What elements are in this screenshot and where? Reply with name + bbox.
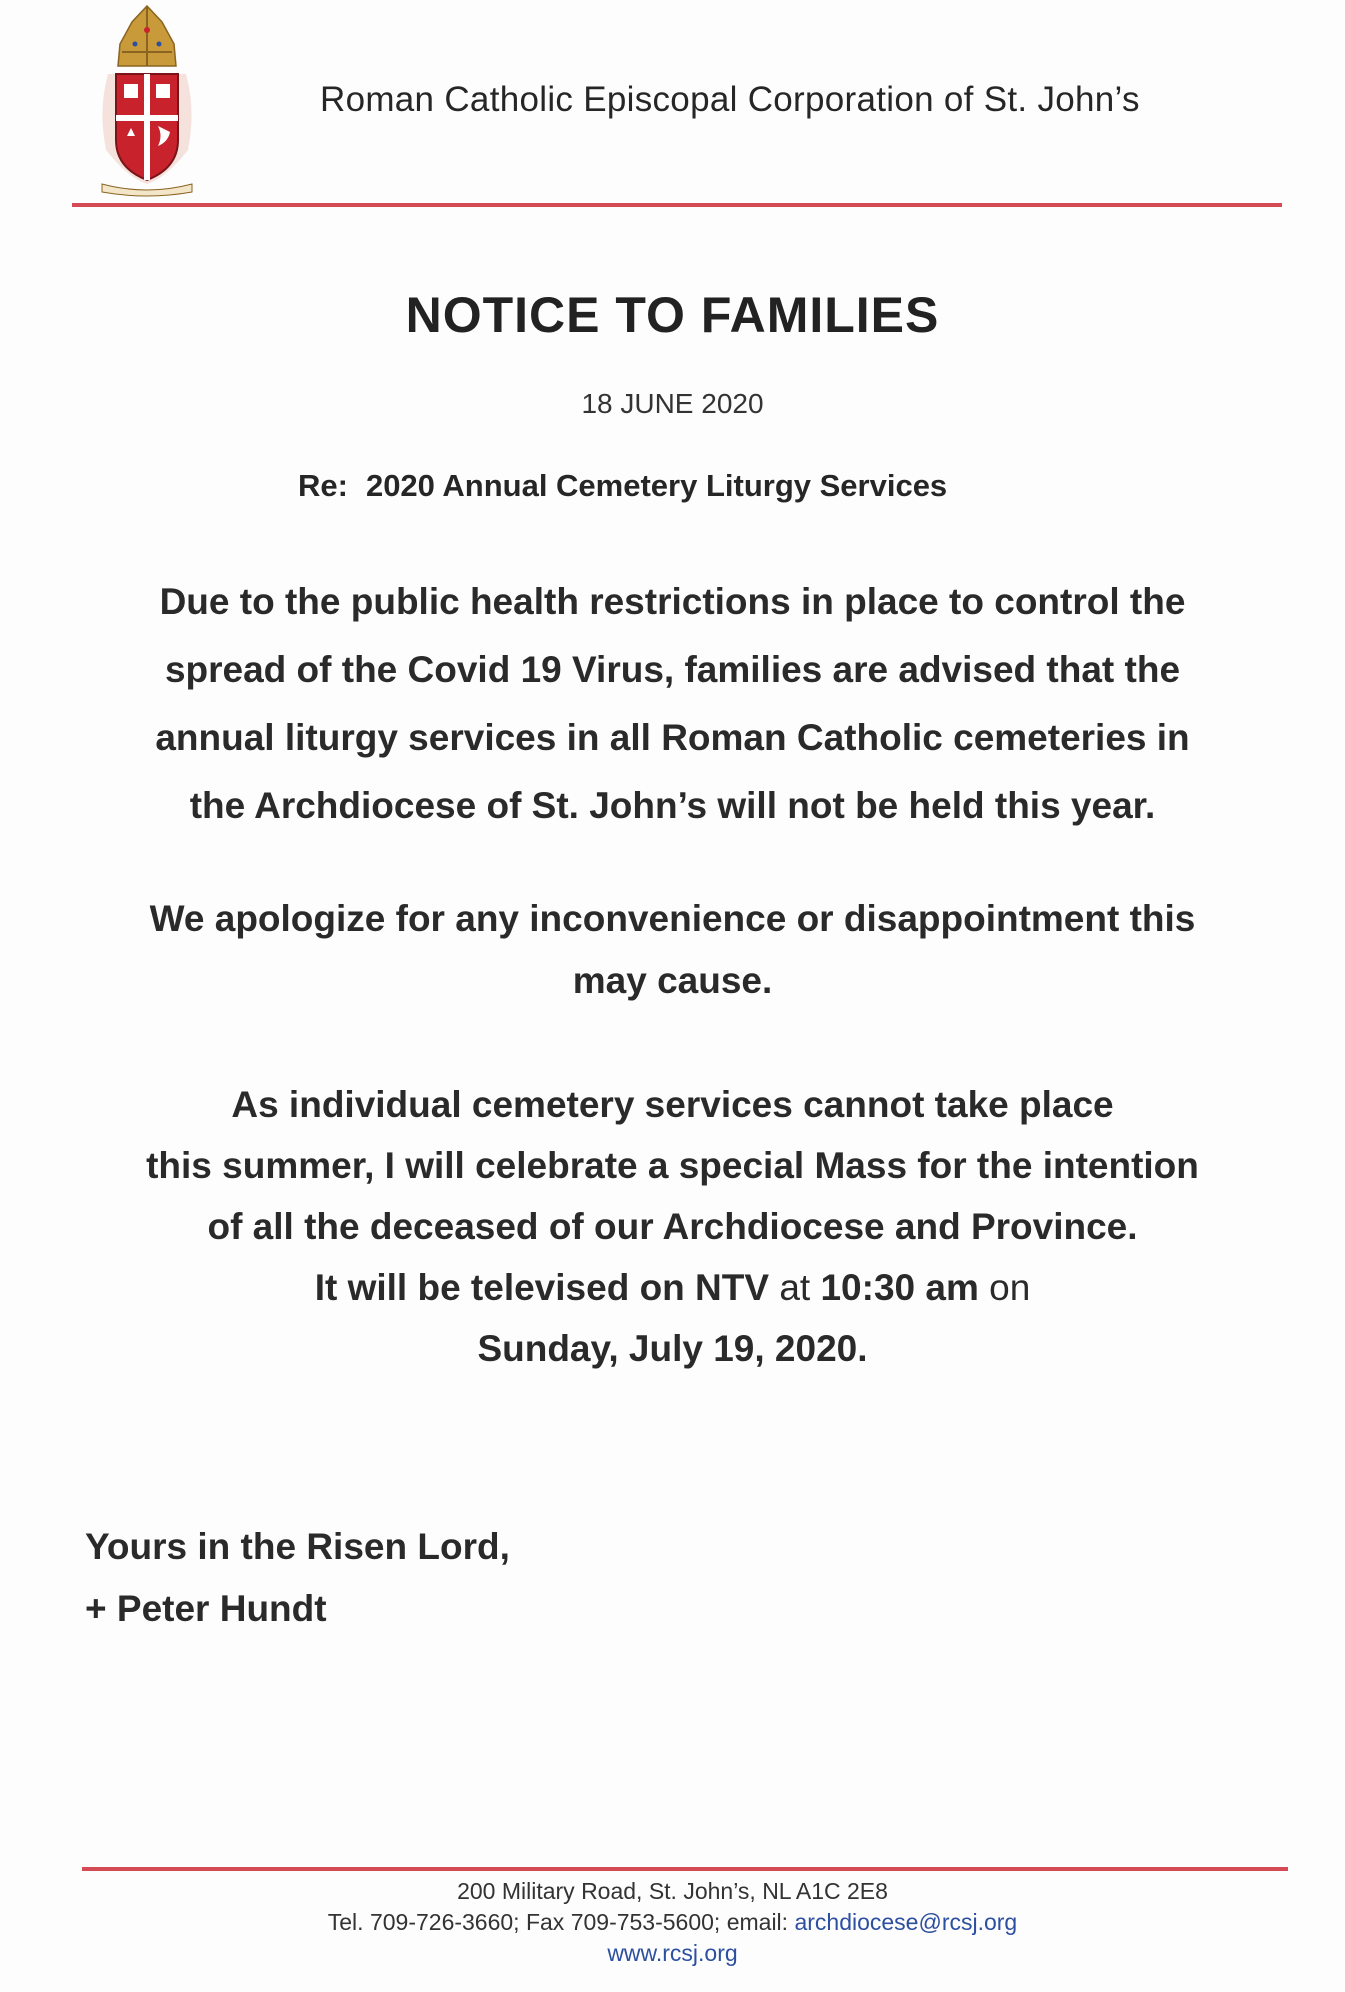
website-link[interactable]: www.rcsj.org bbox=[607, 1940, 738, 1966]
text-segment: It will be televised on NTV bbox=[314, 1267, 770, 1308]
footer-address: 200 Military Road, St. John’s, NL A1C 2E8 bbox=[457, 1878, 888, 1904]
paragraph-line: the Archdiocese of St. John’s will not be held this year. bbox=[189, 785, 1156, 826]
header-divider bbox=[72, 203, 1282, 207]
organization-name: Roman Catholic Episcopal Corporation of St. John’s bbox=[320, 80, 1140, 119]
footer-contact bbox=[0, 1876, 1345, 1969]
paragraph-line: spread of the Covid 19 Virus, families are advised that the bbox=[164, 649, 1181, 690]
paragraph-line: of all the deceased of our Archdiocese and Province. bbox=[207, 1206, 1138, 1247]
subject-line bbox=[298, 468, 947, 504]
broadcast-date: Sunday, July 19, 2020. bbox=[477, 1328, 868, 1369]
text-segment: at bbox=[769, 1267, 821, 1308]
paragraph-line: Due to the public health restrictions in place to control the bbox=[159, 581, 1186, 622]
emphasis-all: all bbox=[609, 717, 651, 758]
footer-phone-email bbox=[0, 1907, 1345, 1938]
archdiocese-crest-logo bbox=[88, 0, 206, 200]
paragraph-special-mass bbox=[0, 1074, 1345, 1379]
paragraph-line bbox=[0, 704, 1345, 772]
broadcast-time: 10:30 am bbox=[820, 1267, 979, 1308]
paragraph-apology bbox=[0, 888, 1345, 1012]
paragraph-line: this summer, I will celebrate a special Mass for the intention bbox=[146, 1145, 1199, 1186]
paragraph-line: We apologize for any inconvenience or disappointment this bbox=[149, 898, 1196, 939]
footer-divider bbox=[82, 1867, 1288, 1871]
notice-date: 18 JUNE 2020 bbox=[581, 388, 764, 419]
paragraph-restrictions bbox=[0, 568, 1345, 840]
paragraph-line: may cause. bbox=[572, 960, 773, 1001]
notice-title: NOTICE TO FAMILIES bbox=[405, 287, 940, 343]
text-segment: on bbox=[978, 1267, 1031, 1308]
subject-label: Re: bbox=[298, 468, 348, 503]
signatory-name: + Peter Hundt bbox=[85, 1588, 327, 1629]
paragraph-line bbox=[0, 1257, 1345, 1318]
text-segment: annual liturgy services in bbox=[155, 717, 610, 758]
paragraph-line: As individual cemetery services cannot take place bbox=[231, 1084, 1114, 1125]
email-link[interactable]: archdiocese@rcsj.org bbox=[794, 1909, 1018, 1935]
text-segment: Roman Catholic cemeteries in bbox=[650, 717, 1190, 758]
subject-text: 2020 Annual Cemetery Liturgy Services bbox=[365, 468, 948, 503]
salutation: Yours in the Risen Lord, bbox=[85, 1526, 510, 1567]
closing-signature bbox=[85, 1516, 510, 1640]
footer-phone-fax: Tel. 709-726-3660; Fax 709-753-5600; email: bbox=[327, 1909, 795, 1935]
